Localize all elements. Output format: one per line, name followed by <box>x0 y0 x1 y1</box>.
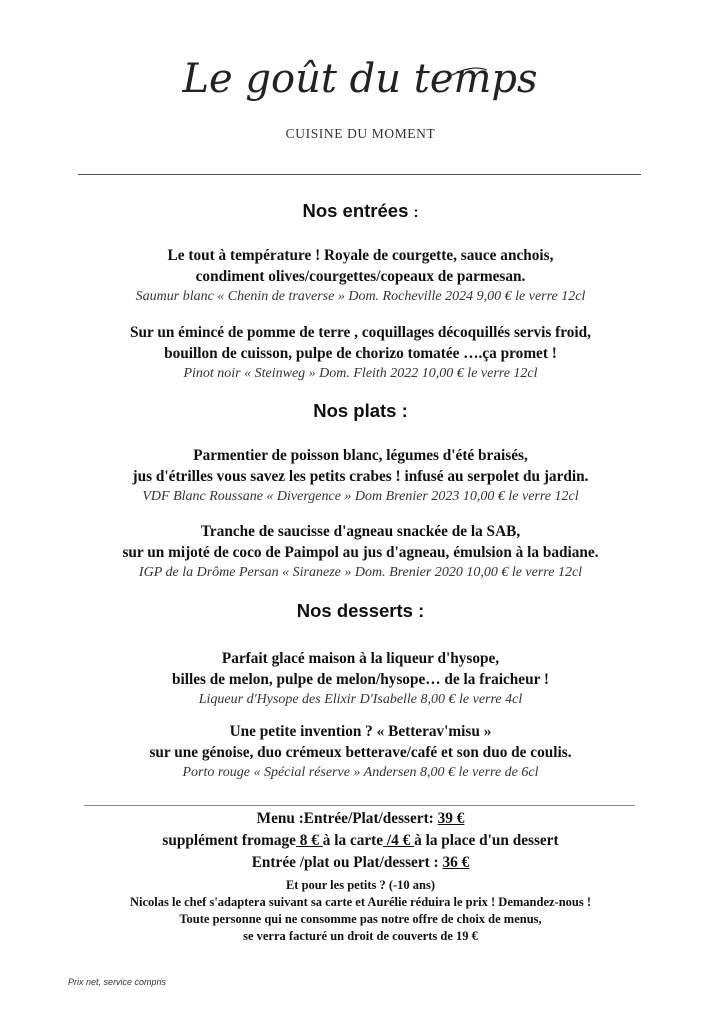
cheese-price-dessert: /4 € <box>383 832 415 849</box>
dish-entree-2 <box>0 322 721 384</box>
section-title-colon: : <box>413 204 419 221</box>
wine-pairing: Liqueur d'Hysope des Elixir D'Isabelle 8,00 € le verre 4cl <box>198 692 523 707</box>
cheese-mid: à la carte <box>322 832 384 849</box>
section-title-desserts: Nos desserts : <box>296 600 425 621</box>
menu-label: Menu :Entrée/Plat/dessert: <box>256 810 438 827</box>
dish-line: jus d'étrilles vous savez les petits crabes ! infusé au serpolet du jardin. <box>132 468 589 485</box>
pricing-block <box>0 808 721 945</box>
dish-line: Sur un émincé de pomme de terre , coquillages décoquillés servis froid, <box>129 324 591 341</box>
wine-pairing: Saumur blanc « Chenin de traverse » Dom. Rocheville 2024 9,00 € le verre 12cl <box>135 289 586 304</box>
cover-charge-text: se verra facturé un droit de couverts de 19 € <box>243 929 478 943</box>
dish-line: sur un mijoté de coco de Paimpol au jus d'agneau, émulsion à la badiane. <box>122 544 599 561</box>
wine-pairing: VDF Blanc Roussane « Divergence » Dom Brenier 2023 10,00 € le verre 12cl <box>142 489 579 504</box>
cheese-label: supplément fromage <box>162 832 296 849</box>
dish-line: Le tout à température ! Royale de courgette, sauce anchois, <box>167 247 554 264</box>
formula-price: 36 € <box>442 854 470 871</box>
cheese-supplement-line <box>0 830 721 852</box>
section-title-entrees <box>0 200 721 222</box>
dish-plat-2 <box>0 521 721 583</box>
subtitle: CUISINE DU MOMENT <box>285 126 436 141</box>
dish-dessert-2 <box>0 721 721 783</box>
dish-line: sur une génoise, duo crémeux betterave/café et son duo de coulis. <box>149 744 572 761</box>
dish-line: condiment olives/courgettes/copeaux de parmesan. <box>195 268 526 285</box>
footer-divider <box>84 805 635 806</box>
cover-charge-text: Toute personne qui ne consomme pas notre offre de choix de menus, <box>179 912 542 926</box>
menu-price-line <box>0 808 721 830</box>
section-title-text: Nos entrées <box>302 200 409 221</box>
formula-price-line <box>0 852 721 874</box>
kids-title: Et pour les petits ? (-10 ans) <box>285 878 436 892</box>
dish-line: billes de melon, pulpe de melon/hysope… de la fraicheur ! <box>171 671 550 688</box>
wine-pairing: Pinot noir « Steinweg » Dom. Fleith 2022 10,00 € le verre 12cl <box>183 366 538 381</box>
restaurant-logo <box>182 40 538 120</box>
section-title-plats: Nos plats : <box>313 400 408 421</box>
wine-pairing: Porto rouge « Spécial réserve » Andersen 8,00 € le verre de 6cl <box>182 765 539 780</box>
dish-line: Parmentier de poisson blanc, légumes d'été braisés, <box>193 447 528 464</box>
dish-line: Tranche de saucisse d'agneau snackée de la SAB, <box>200 523 521 540</box>
kids-text: Nicolas le chef s'adaptera suivant sa carte et Aurélie réduira le prix ! Demandez-nous ! <box>129 895 592 909</box>
price-note: Prix net, service compris <box>68 977 167 987</box>
cheese-price-carte: 8 € <box>295 832 323 849</box>
dish-dessert-1 <box>0 648 721 710</box>
dish-line: Une petite invention ? « Betterav'misu » <box>229 723 492 740</box>
dish-entree-1 <box>0 245 721 307</box>
dish-line: bouillon de cuisson, pulpe de chorizo tomatée ….ça promet ! <box>164 345 557 362</box>
menu-price: 39 € <box>437 810 465 827</box>
formula-label: Entrée /plat ou Plat/dessert : <box>251 854 443 871</box>
dish-line: Parfait glacé maison à la liqueur d'hysope, <box>221 650 500 667</box>
cheese-end: à la place d'un dessert <box>414 832 559 849</box>
wine-pairing: IGP de la Drôme Persan « Siraneze » Dom. Brenier 2020 10,00 € le verre 12cl <box>138 565 583 580</box>
logo-text: Le goût du temps <box>182 56 538 102</box>
header-divider <box>78 174 641 175</box>
dish-plat-1 <box>0 445 721 507</box>
